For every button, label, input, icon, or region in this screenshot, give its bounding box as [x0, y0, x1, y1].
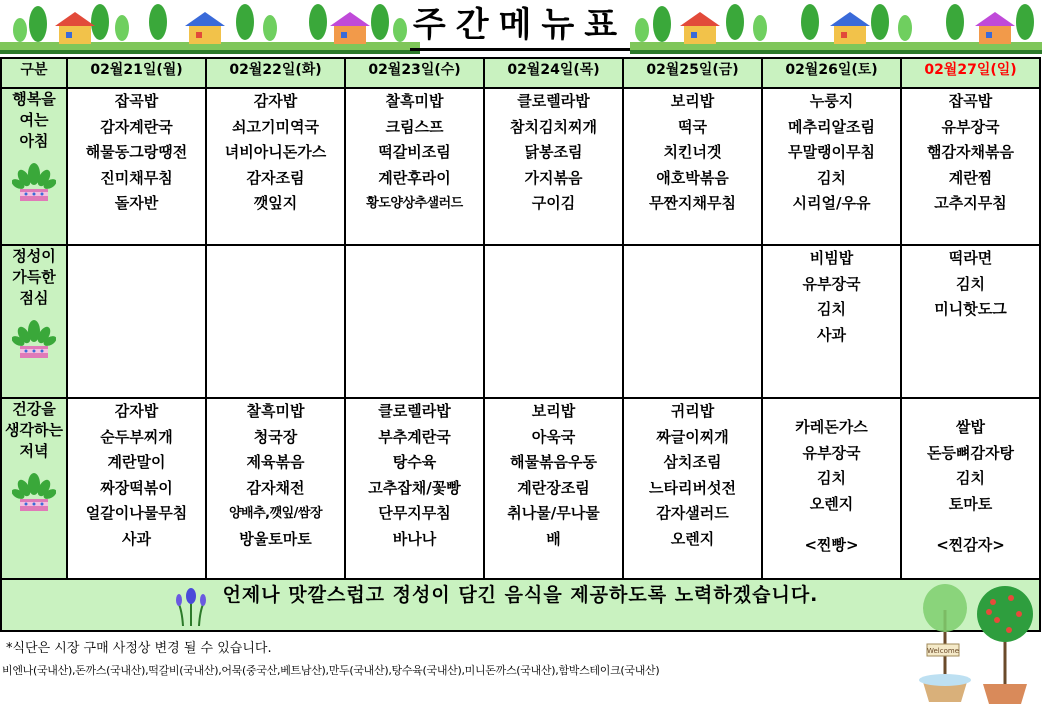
weekly-menu-table [0, 57, 1041, 632]
menu-item: 찰흑미밥 [385, 92, 444, 110]
menu-item: 감자채전 [246, 478, 305, 497]
menu-cell [206, 88, 345, 245]
menu-cell [206, 245, 345, 398]
meal-label-line: 여는 [19, 111, 49, 129]
menu-item: 김치 [817, 168, 846, 187]
menu-item: <찐감자> [936, 536, 1005, 554]
menu-item: 비빔밥 [809, 249, 854, 267]
menu-item: 유부장국 [802, 443, 861, 462]
menu-item: 사과 [817, 325, 846, 344]
meal-label-line: 점심 [19, 289, 49, 307]
menu-item: 사과 [122, 529, 151, 548]
menu-item: 제육볶음 [246, 453, 305, 471]
menu-item: 부추계란국 [378, 427, 451, 446]
menu-item: 탕수육 [392, 453, 437, 471]
menu-cell [345, 245, 484, 398]
day-header: 02월22일(화) [206, 58, 345, 88]
menu-item: 돌자반 [114, 194, 159, 212]
welcome-sign-text: Welcome [926, 647, 960, 655]
day-header: 02월21일(월) [67, 58, 206, 88]
menu-item: 감자밥 [114, 402, 159, 420]
menu-item: 김치 [817, 469, 846, 487]
page-title: 주간메뉴표 [412, 5, 628, 45]
menu-item: 진미채무침 [100, 168, 173, 187]
menu-item: 계란찜 [948, 168, 993, 187]
meal-label [1, 398, 67, 579]
menu-item: 잡곡밥 [114, 92, 159, 110]
meal-row [1, 398, 1040, 579]
meal-label-line: 행복을 [12, 90, 56, 108]
origin-info: 비엔나(국내산),돈까스(국내산),떡갈비(국내산),어묵(중국산,베트남산),만두(국내산),탕수육(국내산),미니돈까스(국내산),함박스테이크(국내산) [2, 664, 660, 677]
banner-left [0, 4, 420, 54]
menu-item [902, 517, 1039, 533]
menu-item: 무말랭이무침 [788, 143, 875, 161]
menu-item: 유부장국 [941, 117, 1000, 136]
menu-cell [901, 398, 1040, 579]
menu-item: 치킨너겟 [663, 143, 722, 161]
slogan-text: 언제나 맛깔스럽고 정성이 담긴 음식을 제공하도록 노력하겠습니다. [222, 584, 819, 606]
menu-item: 계란말이 [107, 453, 166, 471]
menu-item: 배 [546, 529, 561, 548]
meal-label [1, 88, 67, 245]
menu-item: 취나물/무나물 [507, 504, 600, 522]
menu-cell [484, 245, 623, 398]
menu-cell [345, 88, 484, 245]
menu-item: 고추잡채/꽃빵 [368, 478, 461, 497]
menu-item: 미니핫도그 [934, 300, 1007, 318]
menu-item: 녀비아니돈가스 [224, 143, 327, 161]
potted-plant-icon [12, 319, 56, 359]
menu-cell [623, 88, 762, 245]
menu-item: 짜장떡볶이 [100, 478, 173, 497]
menu-cell [762, 245, 901, 398]
menu-item: 유부장국 [802, 274, 861, 293]
menu-item: 잡곡밥 [948, 92, 993, 110]
menu-item: 쇠고기미역국 [232, 117, 319, 136]
meal-label-line: 정성이 [12, 247, 56, 265]
potted-plant-icon [12, 472, 56, 512]
meal-label-line: 가득한 [12, 268, 56, 286]
menu-item: 보리밥 [670, 92, 715, 110]
menu-item: 쌀밥 [956, 418, 985, 436]
menu-item: 고추지무침 [934, 194, 1007, 212]
menu-item: 깻잎지 [253, 194, 298, 212]
day-header: 02월25일(금) [623, 58, 762, 88]
meal-label-line: 저녁 [19, 442, 49, 460]
menu-item: 클로렐라밥 [517, 92, 590, 110]
meal-label-line: 생각하는 [5, 421, 63, 439]
menu-cell [484, 398, 623, 579]
menu-item: 찰흑미밥 [246, 402, 305, 420]
menu-item: 감자계란국 [100, 117, 173, 136]
menu-item: 바나나 [392, 529, 437, 548]
menu-item: 방울토마토 [239, 529, 312, 548]
menu-item: 클로렐라밥 [378, 402, 451, 420]
menu-item: 김치 [817, 300, 846, 318]
banner-right [630, 4, 1042, 54]
menu-item: 아욱국 [531, 427, 576, 446]
menu-item: 양배추,깻잎/쌈장 [228, 506, 323, 521]
menu-cell [762, 88, 901, 245]
menu-item: 떡라면 [948, 249, 993, 267]
meal-row [1, 88, 1040, 245]
menu-item: 계란장조림 [517, 478, 590, 497]
menu-item: 크림스프 [385, 117, 444, 136]
menu-item: 해물볶음우동 [510, 453, 597, 471]
menu-item: 애호박볶음 [656, 168, 729, 187]
menu-cell [901, 245, 1040, 398]
menu-item: 김치 [956, 274, 985, 293]
menu-cell [762, 398, 901, 579]
menu-item: 청국장 [253, 427, 298, 446]
menu-item [763, 399, 900, 415]
menu-item: 참치김치찌개 [510, 117, 597, 136]
title-underline [410, 48, 630, 51]
menu-item: 토마토 [948, 494, 993, 513]
menu-item: <찐빵> [804, 536, 859, 554]
menu-cell [623, 245, 762, 398]
menu-cell [67, 88, 206, 245]
potted-plant-icon [12, 162, 56, 202]
menu-item: 누룽지 [809, 92, 854, 110]
menu-item: 황도양상추샐러드 [366, 196, 463, 211]
menu-item: 느타리버섯전 [649, 478, 736, 497]
menu-item: 구이김 [531, 194, 576, 212]
left-pot-plant [919, 584, 971, 702]
menu-item [763, 517, 900, 533]
day-header: 02월23일(수) [345, 58, 484, 88]
menu-cell [623, 398, 762, 579]
menu-item: 가지볶음 [524, 168, 583, 187]
change-notice: *식단은 시장 구매 사정상 변경 될 수 있습니다. [6, 641, 272, 656]
menu-item: 감자밥 [253, 92, 298, 110]
menu-item: 감자샐러드 [656, 504, 729, 522]
menu-item: 보리밥 [531, 402, 576, 420]
menu-cell [67, 245, 206, 398]
day-header: 02월24일(목) [484, 58, 623, 88]
menu-item: 시리얼/우유 [792, 194, 871, 212]
day-header: 02월26일(토) [762, 58, 901, 88]
menu-item: 해물동그랑땡전 [85, 143, 188, 161]
menu-cell [67, 398, 206, 579]
menu-item: 얼갈이나물무침 [85, 504, 188, 522]
menu-cell [206, 398, 345, 579]
menu-item: 김치 [956, 469, 985, 487]
corner-label: 구분 [1, 58, 67, 88]
iris-flower-icon [174, 586, 208, 626]
menu-item: 돈등뼈감자탕 [927, 443, 1014, 462]
header-row [1, 58, 1040, 88]
menu-item: 오렌지 [809, 494, 854, 513]
menu-cell [901, 88, 1040, 245]
menu-item: 메추리알조림 [788, 117, 875, 136]
menu-item: 계란후라이 [378, 168, 451, 187]
menu-item: 단무지무침 [378, 504, 451, 522]
meal-row [1, 245, 1040, 398]
menu-item: 닭봉조림 [524, 143, 583, 161]
menu-item: 떡국 [678, 117, 707, 136]
menu-item: 감자조림 [246, 168, 305, 187]
day-header-sunday: 02월27일(일) [901, 58, 1040, 88]
slogan-cell [1, 579, 1040, 631]
menu-item: 삼치조림 [663, 453, 722, 471]
potted-trees-illustration [905, 580, 1040, 710]
meal-label-line: 아침 [19, 132, 49, 150]
menu-item: 떡갈비조림 [378, 143, 451, 161]
menu-item: 햄감자채볶음 [927, 143, 1014, 161]
meal-label [1, 245, 67, 398]
menu-item: 순두부찌개 [100, 427, 173, 446]
menu-item: 오렌지 [670, 529, 715, 548]
menu-cell [484, 88, 623, 245]
menu-cell [345, 398, 484, 579]
menu-item [902, 399, 1039, 415]
slogan-row [1, 579, 1040, 631]
menu-item: 카레돈가스 [795, 418, 868, 436]
menu-item: 무짠지채무침 [649, 194, 736, 212]
right-pot-tree [977, 586, 1033, 704]
menu-item: 짜글이찌개 [656, 427, 729, 446]
menu-item: 귀리밥 [670, 402, 715, 420]
meal-label-line: 건강을 [12, 400, 56, 418]
